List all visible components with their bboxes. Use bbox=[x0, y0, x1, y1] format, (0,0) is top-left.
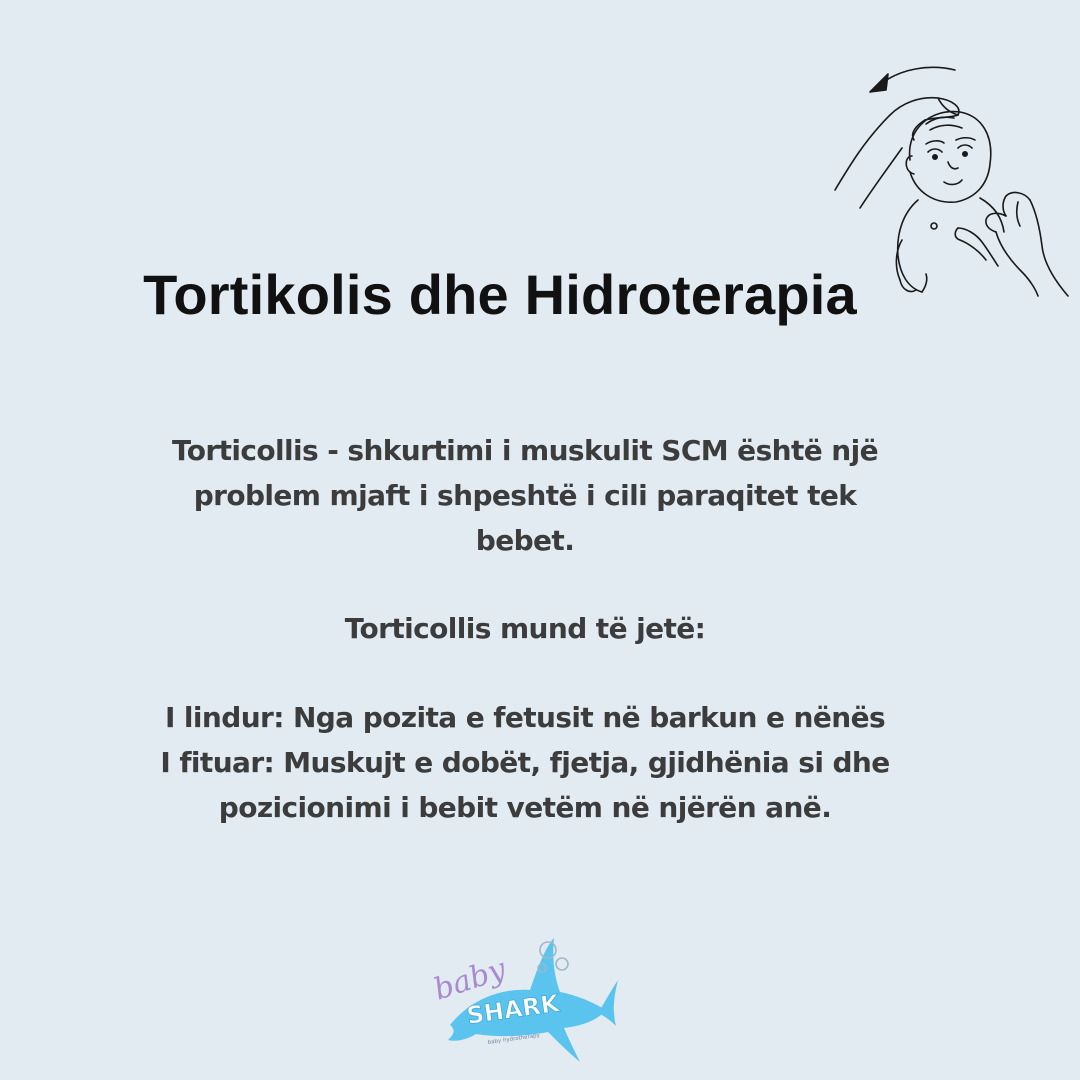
types-list bbox=[140, 695, 910, 830]
acquired-type-text: I fituar: Muskujt e dobët, fjetja, gjidhënia si dhe pozicionimi i bebit vetëm në njërën anë. bbox=[160, 746, 890, 824]
page-title: Tortikolis dhe Hidroterapia bbox=[143, 263, 857, 326]
logo-word-shark: SHARK bbox=[464, 989, 561, 1030]
baby-shark-logo bbox=[430, 930, 620, 1070]
rotation-arrow-icon bbox=[878, 67, 955, 86]
intro-paragraph: Torticollis - shkurtimi i muskulit SCM është një problem mjaft i shpeshtë i cili paraqitet tek bebet. bbox=[171, 434, 879, 557]
types-heading: Torticollis mund të jetë: bbox=[344, 612, 706, 645]
congenital-type-text: I lindur: Nga pozita e fetusit në barkun e nënës bbox=[164, 701, 886, 734]
logo-word-baby: baby bbox=[430, 951, 511, 1008]
logo-tagline: baby hydrotherapy bbox=[487, 1032, 541, 1046]
